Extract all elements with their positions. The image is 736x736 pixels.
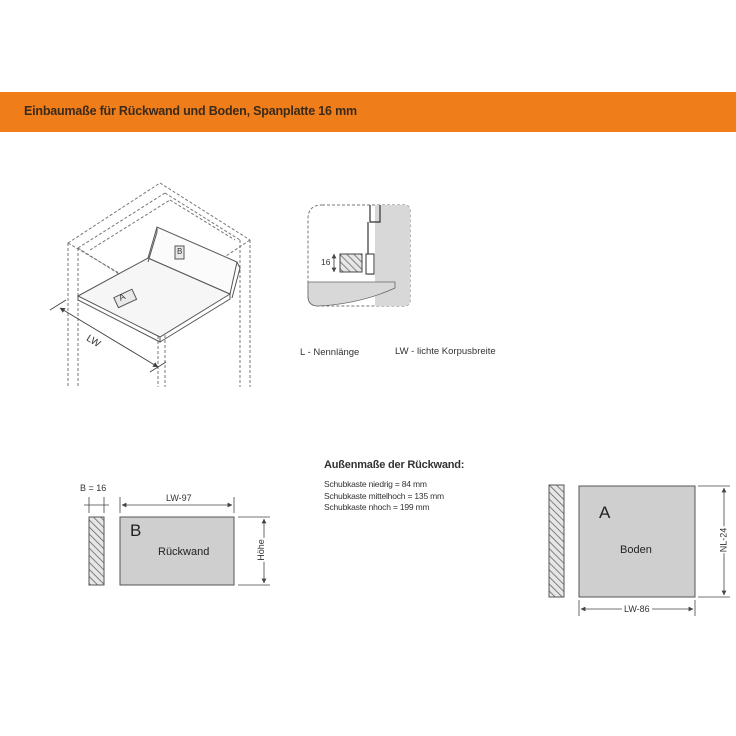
floor-panel-letter: A: [599, 503, 611, 522]
lw-label: LW: [84, 333, 103, 350]
floor-depth-label: NL-24: [718, 527, 729, 553]
back-panel-drawing: [84, 497, 270, 585]
panel-a-tag: A: [117, 291, 127, 303]
outer-dims-heading: Außenmaße der Rückwand:: [324, 459, 465, 471]
back-panel-name: Rückwand: [158, 546, 210, 558]
legend-l: L - Nennlänge: [300, 347, 360, 358]
detail-view: [308, 205, 410, 306]
detail-thickness-label: 16: [321, 257, 331, 267]
back-panel-letter: B: [130, 521, 142, 540]
floor-panel-name: Boden: [620, 544, 652, 556]
floor-width-label: LW-86: [624, 604, 650, 614]
back-height-label: Höhe: [255, 539, 266, 561]
page-title: Einbaumaße für Rückwand und Boden, Spanplatte 16 mm: [24, 104, 357, 118]
drawer-box: [78, 227, 240, 342]
legend-lw: LW - lichte Korpusbreite: [395, 346, 496, 357]
spec-high: Schubkaste nhoch = 199 mm: [324, 502, 430, 512]
spec-low: Schubkaste niedrig = 84 mm: [324, 479, 427, 489]
back-thickness-label: B = 16: [80, 483, 107, 493]
outer-dims-list: [324, 479, 444, 514]
back-width-label: LW-97: [166, 493, 192, 503]
panel-b-tag: B: [177, 247, 183, 256]
spec-medium: Schubkaste mittelhoch = 135 mm: [324, 490, 444, 501]
